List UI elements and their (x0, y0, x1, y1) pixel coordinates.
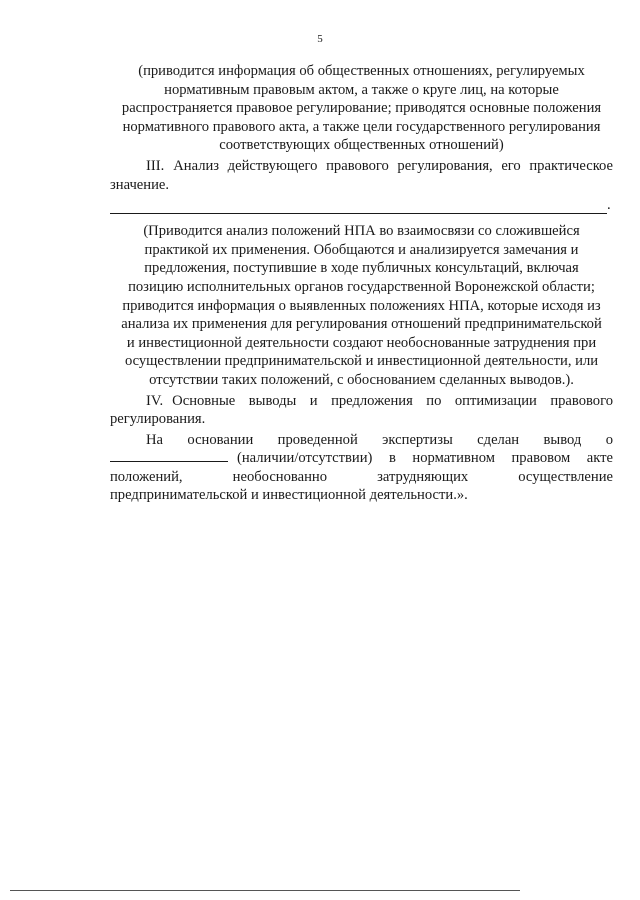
note-line: отсутствии таких положений, с обоснованием сделанных выводов.). (149, 371, 574, 388)
conclusion-line: предпринимательской и инвестиционной деятельности.». (110, 487, 468, 504)
note-line: позицию исполнительных органов государственной Воронежской области; (128, 278, 595, 295)
conclusion-paragraph (110, 431, 613, 505)
analysis-note (110, 222, 613, 389)
conclusion-blank (110, 449, 228, 462)
note-line: предложения, поступившие в ходе публичных консультаций, включая (144, 260, 579, 277)
note-line: приводится информация о выявленных положениях НПА, которые исходя из (122, 297, 601, 314)
fill-in-line (110, 196, 613, 214)
conclusion-line: (наличии/отсутствии) в нормативном правовом акте (237, 450, 613, 467)
intro-line: соответствующих общественных отношений) (219, 137, 504, 154)
section-iii-number: III. (146, 157, 165, 174)
rule-dot: . (607, 196, 611, 213)
note-line: практикой их применения. Обобщаются и анализируется замечания и (144, 241, 579, 258)
page-edge-line (10, 890, 520, 891)
page-number: 5 (317, 33, 323, 45)
section-iii-title-cont: значение. (110, 176, 170, 193)
blank-rule (110, 200, 607, 214)
section-iv-title-cont: регулирования. (110, 411, 206, 428)
intro-line: нормативного правового акта, а также цели государственного регулирования (122, 118, 601, 135)
intro-line: нормативным правовым актом, а также о круге лиц, на которые (164, 81, 559, 98)
note-line: и инвестиционной деятельности создают необоснованные затруднения при (126, 334, 597, 351)
section-iv-heading (110, 392, 613, 429)
section-iv-title: Основные выводы и предложения по оптимизации правового (172, 392, 613, 409)
note-line: анализа их применения для регулирования отношений предпринимательской (121, 316, 602, 333)
intro-line: (приводится информация об общественных отношениях, регулируемых (138, 63, 585, 79)
section-iii-heading (110, 157, 613, 194)
note-line: осуществлении предпринимательской и инвестиционной деятельности, или (124, 353, 599, 370)
section-iv-number: IV. (146, 392, 164, 409)
document-body (110, 62, 613, 505)
conclusion-line: На основании проведенной экспертизы сделан вывод о (146, 431, 613, 448)
section-iii-title: Анализ действующего правового регулирования, его практическое (173, 157, 613, 174)
note-line: (Приводится анализ положений НПА во взаимосвязи со сложившейся (143, 223, 580, 240)
intro-note (110, 62, 613, 155)
conclusion-line: положений, необоснованно затрудняющих осуществление (110, 468, 613, 485)
intro-line: распространяется правовое регулирование; приводятся основные положения (121, 100, 602, 117)
